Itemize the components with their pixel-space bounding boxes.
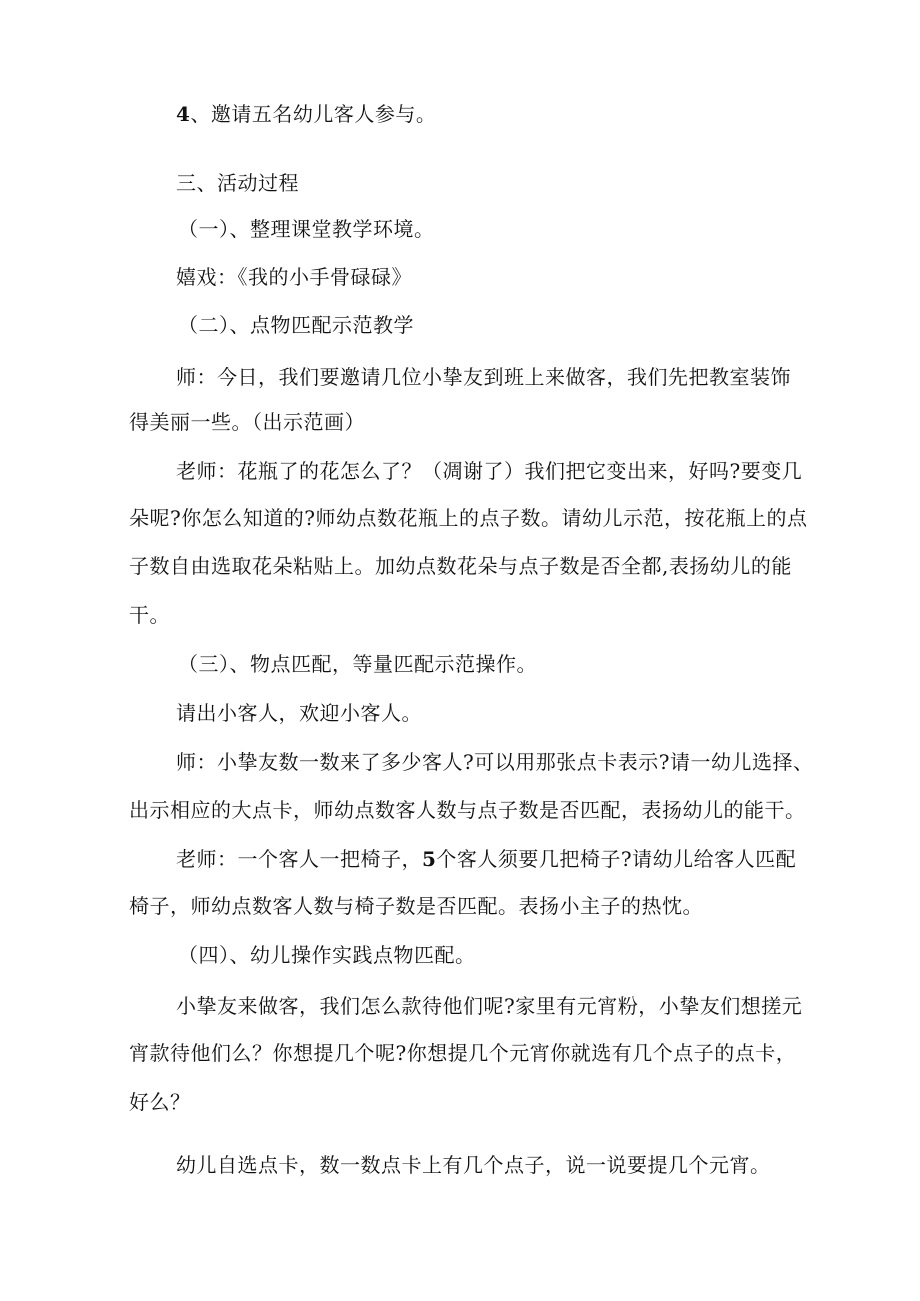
line-text: 小挚友来做客，我们怎么款待他们呢?家里有元宵粉，小挚友们想搓元 <box>176 994 803 1018</box>
paragraph-line <box>129 410 365 434</box>
line-text: 宵款待他们么？你想提几个呢?你想提几个元宵你就选有几个点子的点卡， <box>129 1041 797 1065</box>
paragraph-line <box>129 1041 796 1065</box>
line-text: 请出小客人，欢迎小客人。 <box>176 701 422 725</box>
line-text: 师：今日，我们要邀请几位小挚友到班上来做客，我们先把教室装饰 <box>176 365 791 389</box>
line-text: 椅子，师幼点数客人数与椅子数是否匹配。表扬小主子的热忱。 <box>129 894 703 918</box>
subsection-heading-1 <box>178 217 435 241</box>
line-text: （四）、幼儿操作实践点物匹配。 <box>178 943 476 967</box>
line-text: 干。 <box>129 603 170 627</box>
paragraph-line <box>129 506 807 530</box>
paragraph-line <box>176 1153 771 1177</box>
item-number: 4 <box>176 102 191 126</box>
number-five: 5 <box>422 847 437 871</box>
line-text: 嬉戏：《我的小手骨碌碌》 <box>176 265 412 289</box>
paragraph-line <box>176 701 422 725</box>
line-text: 幼儿自选点卡，数一数点卡上有几个点子，说一说要提几个元宵。 <box>176 1153 771 1177</box>
line-text: 、邀请五名幼儿客人参与。 <box>190 102 437 126</box>
subsection-heading-2 <box>178 313 414 337</box>
paragraph-line <box>176 750 813 774</box>
line-text: 得美丽一些。（出示范画） <box>129 410 365 434</box>
paragraph-line <box>176 994 802 1018</box>
line-invite-guests <box>176 102 436 126</box>
paragraph-line <box>129 798 806 822</box>
line-text: 个客人须要几把椅子?请幼儿给客人匹配 <box>436 847 797 871</box>
paragraph-line <box>129 603 170 627</box>
subsection-heading-3 <box>178 652 537 676</box>
paragraph-line <box>176 365 791 389</box>
paragraph-line <box>129 894 703 918</box>
line-text: 三、活动过程 <box>176 171 299 195</box>
subsection-heading-4 <box>178 943 476 967</box>
paragraph-line <box>176 459 802 483</box>
paragraph-line <box>129 1090 191 1114</box>
line-text: 老师：花瓶了的花怎么了？（凋谢了）我们把它变出来，好吗?要变几 <box>176 459 803 483</box>
line-text: 子数自由选取花朵粘贴上。加幼点数花朵与点子数是否全都,表扬幼儿的能 <box>129 554 792 578</box>
line-game <box>176 265 412 289</box>
line-text: （二）、点物匹配示范教学 <box>178 313 414 337</box>
paragraph-line <box>129 554 792 578</box>
line-text: （一）、整理课堂教学环境。 <box>178 217 435 241</box>
line-text: 出示相应的大点卡，师幼点数客人数与点子数是否匹配，表扬幼儿的能干。 <box>129 798 806 822</box>
line-text: 好么？ <box>129 1090 191 1114</box>
line-text: 朵呢?你怎么知道的?师幼点数花瓶上的点子数。请幼儿示范，按花瓶上的点 <box>129 506 808 530</box>
line-text: （三）、物点匹配，等量匹配示范操作。 <box>178 652 537 676</box>
line-text: 师：小挚友数一数来了多少客人?可以用那张点卡表示?请一幼儿选择、 <box>176 750 814 774</box>
section-heading-activity-process <box>176 171 299 195</box>
line-text-pre: 老师：一个客人一把椅子， <box>176 847 422 871</box>
paragraph-line <box>176 847 796 871</box>
